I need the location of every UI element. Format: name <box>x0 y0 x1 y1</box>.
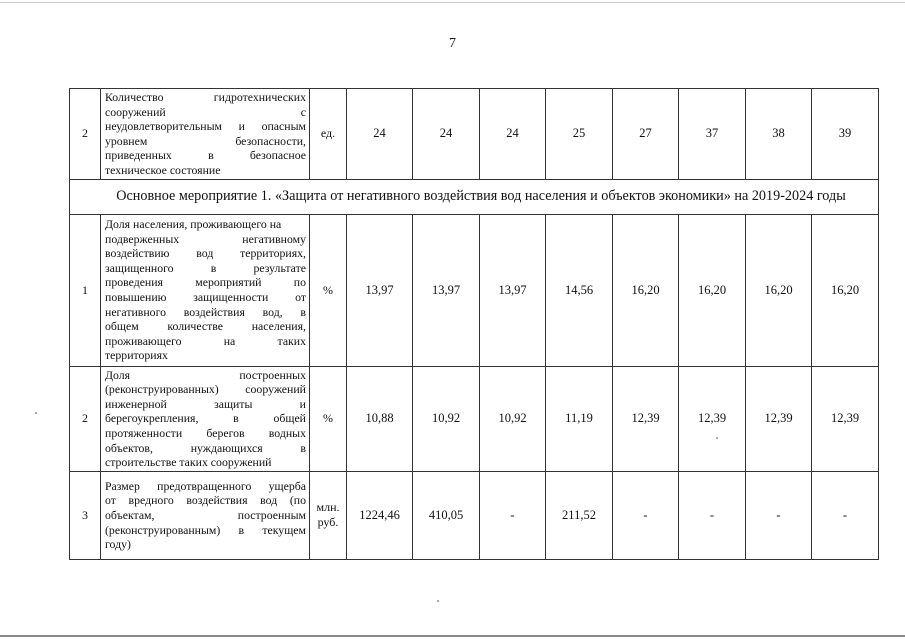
description-line: Количество гидротехнических <box>105 90 306 104</box>
description-line: повышению защищенности от <box>105 290 306 305</box>
value-cell: 211,52 <box>546 471 613 559</box>
description-line: (реконструированным) в текущем <box>105 522 306 537</box>
value-cell: 12,39 <box>613 366 679 471</box>
indicator-description <box>101 214 310 366</box>
section-title: Основное мероприятие 1. «Защита от негативного воздействия вод населения и объектов экономики» на 2019-2024 годы <box>70 179 879 214</box>
value-cell: 1224,46 <box>347 471 413 559</box>
value-cell: 10,92 <box>480 366 546 471</box>
row-number: 2 <box>70 89 101 180</box>
value-cell: 24 <box>480 89 546 180</box>
description-line: негативного воздействия вод, в <box>105 304 306 319</box>
value-cell: 13,97 <box>413 214 480 366</box>
row-number: 1 <box>70 214 101 366</box>
description-line: проведения мероприятий по <box>105 275 306 290</box>
row-number: 3 <box>70 471 101 559</box>
indicator-description <box>101 89 310 180</box>
description-line: сооружений с <box>105 104 306 119</box>
table-row <box>70 214 879 366</box>
value-cell: 13,97 <box>480 214 546 366</box>
description-line: Доля построенных <box>105 367 306 382</box>
value-cell: - <box>812 471 879 559</box>
value-cell: 10,92 <box>413 366 480 471</box>
description-line: строительстве таких сооружений <box>105 455 272 470</box>
value-cell: 38 <box>746 89 812 180</box>
value-cell: 10,88 <box>347 366 413 471</box>
value-cell: 11,19 <box>546 366 613 471</box>
unit-cell: млн. руб. <box>310 471 347 559</box>
row-number: 2 <box>70 366 101 471</box>
description-line: (реконструированных) сооружений <box>105 382 306 397</box>
unit-cell: % <box>310 214 347 366</box>
description-line: объектам, построенным <box>105 507 306 522</box>
description-line: приведенных в безопасное <box>105 148 306 163</box>
description-line: Доля населения, проживающего на <box>105 217 282 232</box>
description-line: от вредного воздействия вод (по <box>105 493 306 508</box>
value-cell: 12,39 <box>746 366 812 471</box>
value-cell: 27 <box>613 89 679 180</box>
value-cell: 16,20 <box>679 214 746 366</box>
table-row <box>70 366 879 471</box>
section-row <box>70 179 879 214</box>
description-line: защищенного в результате <box>105 260 306 275</box>
scan-edge-bottom <box>0 635 905 637</box>
value-cell: 37 <box>679 89 746 180</box>
value-cell: 12,39 <box>812 366 879 471</box>
table-row <box>70 471 879 559</box>
page-number: 7 <box>449 36 456 51</box>
value-cell: 24 <box>347 89 413 180</box>
description-line: воздействию вод территориях, <box>105 246 306 261</box>
description-line: общем количестве населения, <box>105 319 306 334</box>
value-cell: 16,20 <box>613 214 679 366</box>
indicator-description <box>101 366 310 471</box>
table-row <box>70 89 879 180</box>
value-cell: - <box>613 471 679 559</box>
value-cell: 25 <box>546 89 613 180</box>
value-cell: - <box>480 471 546 559</box>
unit-cell: ед. <box>310 89 347 180</box>
value-cell: 16,20 <box>746 214 812 366</box>
value-cell: 24 <box>413 89 480 180</box>
value-cell: - <box>679 471 746 559</box>
description-line: инженерной защиты и <box>105 396 306 411</box>
description-line: неудовлетворительным и опасным <box>105 119 306 134</box>
value-cell: 39 <box>812 89 879 180</box>
value-cell: 16,20 <box>812 214 879 366</box>
description-line: объектов, нуждающихся в <box>105 440 306 455</box>
value-cell: - <box>746 471 812 559</box>
value-cell: 13,97 <box>347 214 413 366</box>
description-line: протяженности берегов водных <box>105 425 306 440</box>
scan-speck <box>437 600 439 602</box>
description-line: Размер предотвращенного ущерба <box>105 478 306 493</box>
indicator-description <box>101 471 310 559</box>
description-line: берегоукрепления, в общей <box>105 411 306 426</box>
unit-cell: % <box>310 366 347 471</box>
description-line: территориях <box>105 348 168 363</box>
description-line: проживающего на таких <box>105 333 306 348</box>
description-line: году) <box>105 537 131 552</box>
indicators-table <box>69 88 879 560</box>
scan-speck <box>35 412 37 414</box>
value-cell: 12,39 <box>679 366 746 471</box>
description-line: уровнем безопасности, <box>105 133 306 148</box>
value-cell: 14,56 <box>546 214 613 366</box>
description-line: техническое состояние <box>105 162 221 177</box>
scan-edge-top <box>0 2 905 3</box>
value-cell: 410,05 <box>413 471 480 559</box>
description-line: подверженных негативному <box>105 231 306 246</box>
